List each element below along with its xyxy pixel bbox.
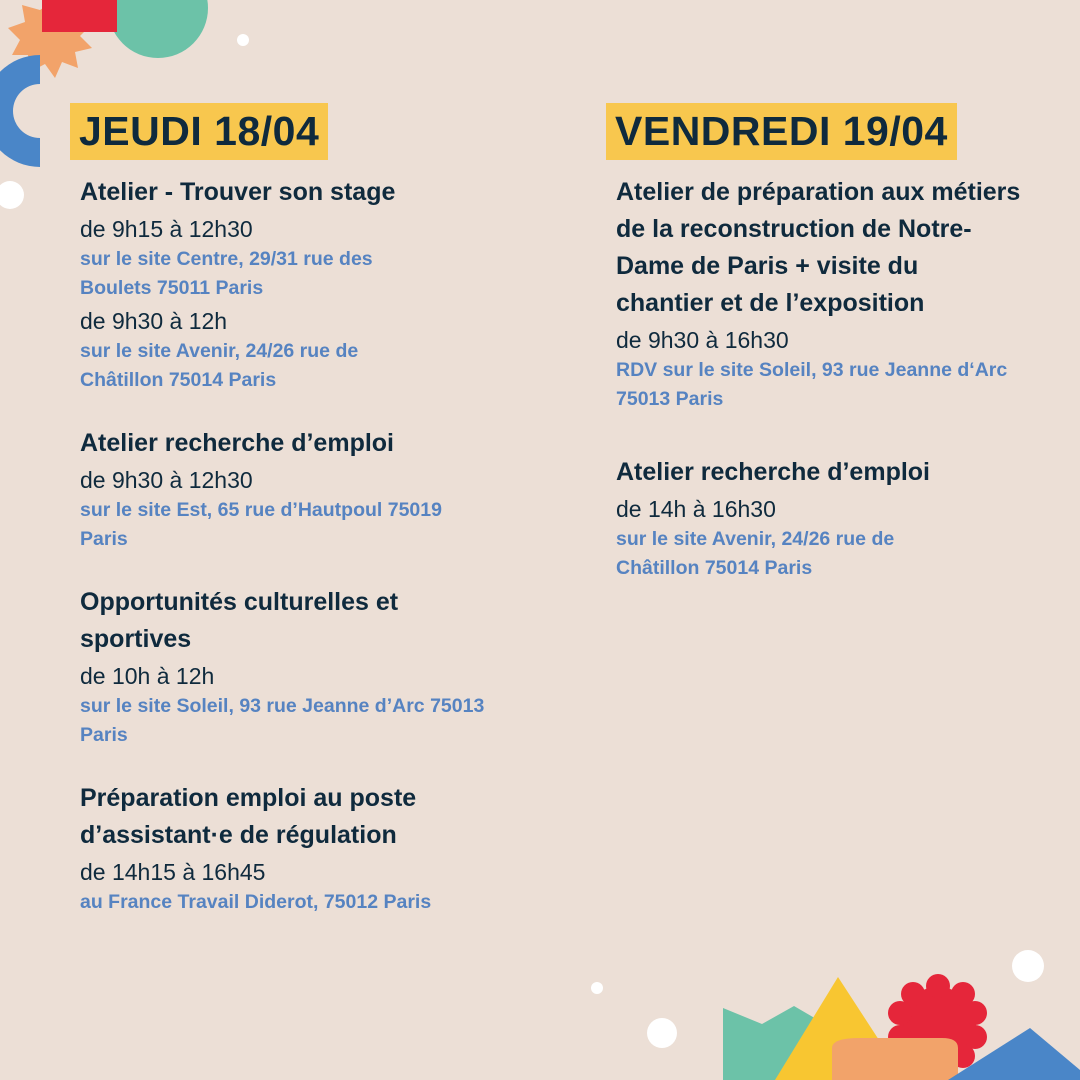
event-location: sur le site Est, 65 rue d’Hautpoul 75019 Paris [80,499,442,550]
event-time: de 9h30 à 16h30 [616,327,789,353]
event-title: Atelier recherche d’emploi [616,458,931,486]
event-time: de 14h15 à 16h45 [80,859,266,885]
event-time: de 9h30 à 12h [80,308,228,334]
white-dot-shape [0,181,24,209]
event-location: sur le site Soleil, 93 rue Jeanne d’Arc 75013 Paris [80,695,485,746]
red-square-shape [42,0,117,32]
event-time: de 14h à 16h30 [616,496,776,522]
white-dot-shape [647,1018,677,1048]
event-location: RDV sur le site Soleil, 93 rue Jeanne d‘Arc 75013 Paris [616,359,1008,410]
blue-arc-shape [0,55,40,167]
event-item [70,584,510,750]
event-title: Opportunités culturelles et sportives [80,588,399,653]
event-location: sur le site Centre, 29/31 rue des Boulets 75011 Paris [80,248,373,299]
event-time: de 9h15 à 12h30 [80,216,253,242]
event-time: de 9h30 à 12h30 [80,467,253,493]
day-heading: VENDREDI 19/04 [606,103,957,160]
event-item [70,174,510,395]
orange-pill-shape [832,1038,958,1080]
event-title: Préparation emploi au poste d’assistant·e de régulation [80,784,417,849]
event-item [70,425,510,554]
friday-column [606,103,1036,583]
white-dot-shape [591,982,603,994]
white-dot-shape [1012,950,1044,982]
event-location: sur le site Avenir, 24/26 rue de Châtillon 75014 Paris [616,528,895,579]
event-title: Atelier de préparation aux métiers de la reconstruction de Notre-Dame de Paris + visite du chantier et de l’exposition [616,178,1021,317]
event-location: sur le site Avenir, 24/26 rue de Châtillon 75014 Paris [80,340,359,391]
event-time: de 10h à 12h [80,663,215,689]
day-heading: JEUDI 18/04 [70,103,328,160]
event-location: au France Travail Diderot, 75012 Paris [80,891,432,913]
event-item [606,174,1036,414]
teal-half-circle-shape [108,0,208,58]
event-title: Atelier - Trouver son stage [80,178,396,206]
event-item [606,454,1036,583]
event-item [70,780,510,917]
white-dot-shape [237,34,249,46]
event-title: Atelier recherche d’emploi [80,429,395,457]
thursday-column [70,103,510,917]
